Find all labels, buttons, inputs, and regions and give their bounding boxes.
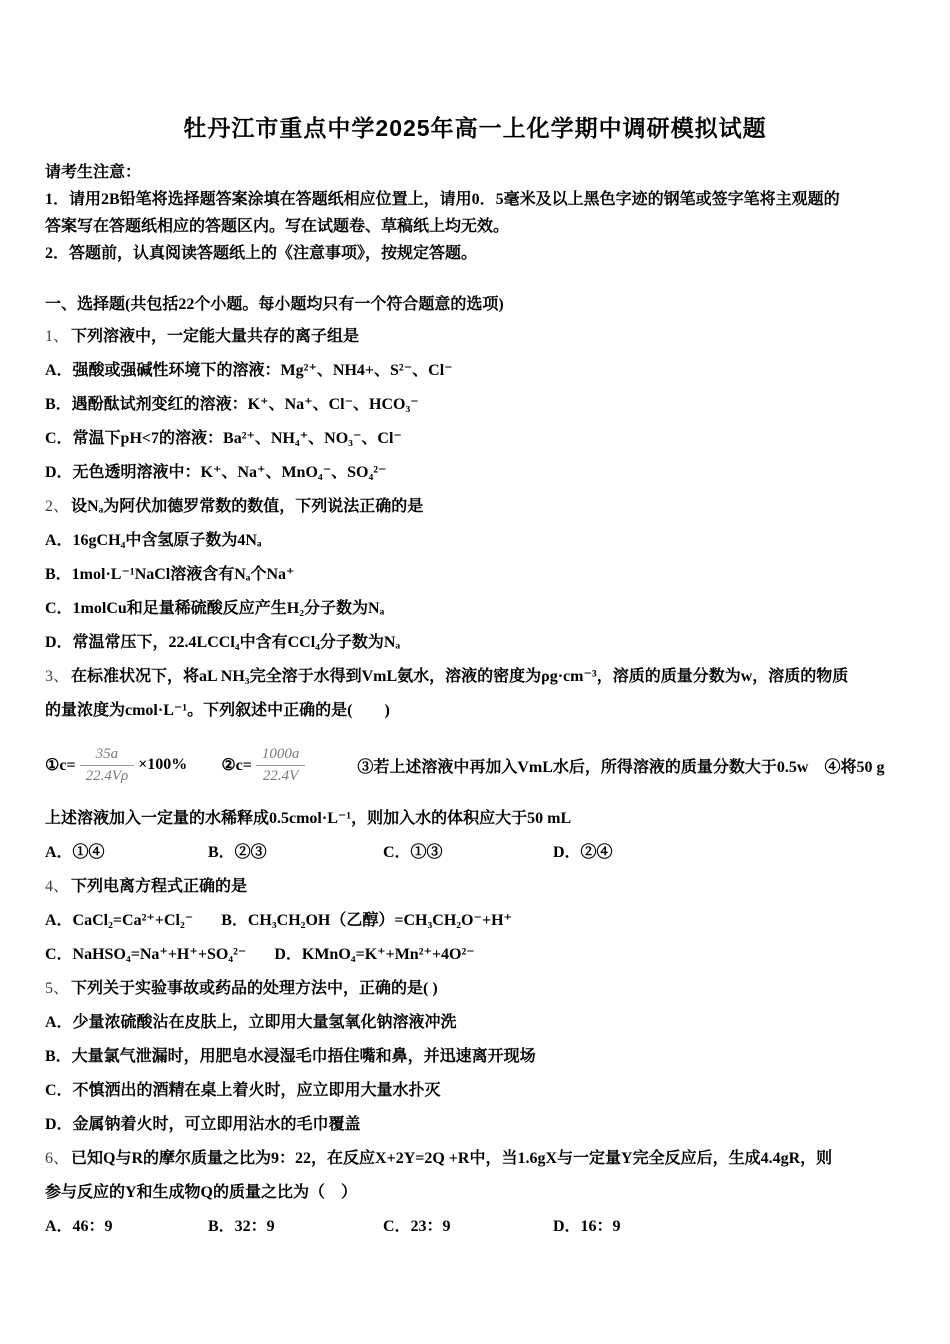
formula-2-denominator: 22.4V (256, 765, 306, 786)
notice-line-2: 答案写在答题纸相应的答题区内。写在试题卷、草稿纸上均无效。 (45, 218, 510, 235)
question-3-formula-row (45, 728, 905, 802)
section-heading: 一、选择题(共包括22个小题。每小题均只有一个符合题意的选项) (45, 296, 504, 313)
exam-title: 牡丹江市重点中学2025年高一上化学期中调研模拟试题 (183, 115, 767, 141)
question-5-number: 5、 (45, 980, 70, 997)
formula-1-suffix: ×100% (138, 756, 188, 773)
notice-line-1: 1．请用2B铅笔将选择题答案涂填在答题纸相应位置上，请用0．5毫米及以上黑色字迹的钢笔或签字笔将主观题的 (45, 191, 840, 208)
question-6-option-a: A．46：9 (45, 1218, 113, 1235)
question-1-stem-text: 下列溶液中，一定能大量共存的离子组是 (71, 328, 360, 345)
question-4-number: 4、 (45, 878, 70, 895)
question-2-option-d: D．常温常压下，22.4LCCl₄中含有CCl₄分子数为Nₐ (45, 634, 401, 651)
question-4-stem (45, 870, 905, 904)
question-6-stem-line-1 (45, 1142, 905, 1176)
question-3-statements-3-4: ③若上述溶液中再加入VmL水后，所得溶液的质量分数大于0.5w ④将50 g (357, 758, 885, 776)
question-6-options-row (45, 1210, 905, 1244)
formula-1-fraction (80, 745, 135, 786)
question-3-stem-text-1: 在标准状况下，将aL NH₃完全溶于水得到VmL氨水，溶液的密度为ρg·cm⁻³，溶质的质量分数为w，溶质的物质 (71, 668, 849, 685)
question-6 (45, 1142, 905, 1244)
question-1-stem (45, 320, 905, 354)
question-3-option-a: A．①④ (45, 844, 105, 861)
question-6-stem-line-2: 参与反应的Y和生成物Q的质量之比为（ ） (45, 1184, 358, 1201)
question-4-stem-text: 下列电离方程式正确的是 (71, 878, 248, 895)
question-1-option-c: C．常温下pH<7的溶液：Ba²⁺、NH₄⁺、NO₃⁻、Cl⁻ (45, 430, 402, 447)
question-2-option-c: C．1molCu和足量稀硫酸反应产生H₂分子数为Nₐ (45, 600, 385, 617)
question-1-option-d: D．无色透明溶液中：K⁺、Na⁺、MnO₄⁻、SO₄²⁻ (45, 464, 387, 481)
question-3-option-c: C．①③ (383, 844, 443, 861)
question-2-option-a: A．16gCH₄中含氢原子数为4Nₐ (45, 532, 262, 549)
question-1-option-b: B．遇酚酞试剂变红的溶液：K⁺、Na⁺、Cl⁻、HCO₃⁻ (45, 396, 419, 413)
question-3-stem-line-2: 的量浓度为cmol·L⁻¹。下列叙述中正确的是( ) (45, 702, 390, 719)
question-2-stem (45, 490, 905, 524)
formula-1-numerator: 35a (95, 745, 119, 762)
question-5-stem (45, 972, 905, 1006)
question-6-option-d: D．16：9 (553, 1218, 621, 1235)
question-1 (45, 320, 905, 490)
question-2-number: 2、 (45, 498, 70, 515)
question-1-option-a: A．强酸或强碱性环境下的溶液：Mg²⁺、NH4+、S²⁻、Cl⁻ (45, 362, 453, 379)
notice-heading: 请考生注意： (45, 164, 142, 181)
question-3-stem-line-3: 上述溶液加入一定量的水稀释成0.5cmol·L⁻¹，则加入水的体积应大于50 mL (45, 810, 572, 827)
question-4-option-a: A．CaCl₂=Ca²⁺+Cl₂⁻ (45, 912, 194, 929)
question-5-option-c: C．不慎洒出的酒精在桌上着火时，应立即用大量水扑灭 (45, 1082, 441, 1099)
formula-2-fraction (256, 745, 306, 786)
question-3-option-b: B．②③ (208, 844, 267, 861)
formula-1-denominator: 22.4Vρ (80, 765, 135, 786)
question-2-option-b: B．1mol·L⁻¹NaCl溶液含有Nₐ个Na⁺ (45, 566, 295, 583)
notice-line-3: 2．答题前，认真阅读答题纸上的《注意事项》，按规定答题。 (45, 245, 478, 262)
question-4 (45, 870, 905, 972)
question-3-stem-line-1 (45, 660, 905, 694)
question-3 (45, 660, 905, 870)
question-6-option-b: B．32：9 (208, 1218, 275, 1235)
question-5-option-b: B．大量氯气泄漏时，用肥皂水浸湿毛巾捂住嘴和鼻，并迅速离开现场 (45, 1048, 536, 1065)
formula-2-numerator: 1000a (261, 745, 300, 762)
question-5 (45, 972, 905, 1142)
bottom-whitespace (45, 1244, 905, 1344)
question-1-number: 1、 (45, 328, 70, 345)
question-4-option-c: C．NaHSO₄=Na⁺+H⁺+SO₄²⁻ (45, 946, 247, 963)
formula-2-label: ②c= (221, 757, 252, 774)
question-6-number: 6、 (45, 1150, 70, 1167)
question-4-options-cd (45, 938, 905, 972)
formula-1-label: ①c= (45, 757, 76, 774)
question-2-stem-text: 设Nₐ为阿伏加德罗常数的数值，下列说法正确的是 (71, 498, 424, 515)
question-4-options-ab (45, 904, 905, 938)
question-3-option-d: D．②④ (553, 844, 613, 861)
question-6-option-c: C．23：9 (383, 1218, 451, 1235)
question-6-stem-text-1: 已知Q与R的摩尔质量之比为9：22，在反应X+2Y=2Q +R中，当1.6gX与一定量Y完全反应后，生成4.4gR，则 (71, 1150, 833, 1167)
question-3-options-row (45, 836, 905, 870)
question-5-option-d: D．金属钠着火时，可立即用沾水的毛巾覆盖 (45, 1116, 361, 1133)
question-4-option-b: B．CH₃CH₂OH（乙醇）=CH₃CH₂O⁻+H⁺ (221, 912, 512, 929)
question-5-stem-text: 下列关于实验事故或药品的处理方法中，正确的是( ) (71, 980, 438, 997)
question-2 (45, 490, 905, 660)
question-5-option-a: A．少量浓硫酸沾在皮肤上，立即用大量氢氧化钠溶液冲洗 (45, 1014, 457, 1031)
question-4-option-d: D．KMnO₄=K⁺+Mn²⁺+4O²⁻ (274, 946, 475, 963)
question-3-number: 3、 (45, 668, 70, 685)
